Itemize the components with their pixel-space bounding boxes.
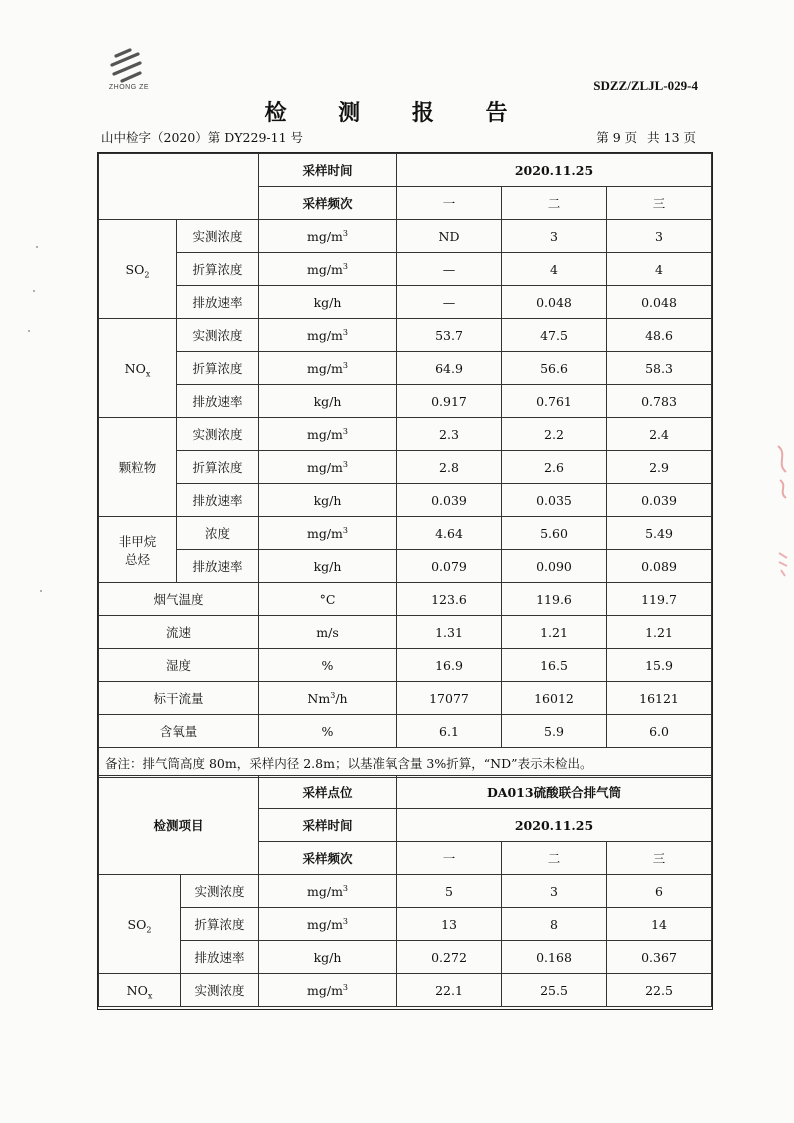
value-cell: 6.0 [607, 715, 712, 748]
value-cell: 6 [607, 875, 712, 908]
unit-cell [259, 418, 397, 451]
value-cell: 0.039 [607, 484, 712, 517]
table-row [99, 154, 712, 187]
table-row [99, 875, 712, 908]
value-cell: 2.9 [607, 451, 712, 484]
seal-mark-fragment [774, 440, 792, 500]
unit-cell [259, 649, 397, 682]
logo-mark-icon [104, 48, 150, 86]
unit-superscript: 3 [342, 525, 348, 535]
pollutant-subscript: 2 [146, 925, 152, 934]
pollutant-label: 非甲烷 [118, 533, 157, 549]
unit-superscript: 3 [342, 982, 349, 992]
blank-corner [99, 154, 259, 220]
unit-superscript: 3 [342, 228, 348, 238]
page-current: 第 9 页 [596, 130, 638, 145]
item-name: 排放速率 [177, 286, 259, 319]
value-cell: — [397, 253, 502, 286]
header-time-label: 采样时间 [259, 154, 397, 187]
value-cell: — [397, 286, 502, 319]
table-row [99, 253, 712, 286]
table-row [99, 484, 712, 517]
value-cell: 1.21 [502, 616, 607, 649]
unit-cell [259, 385, 397, 418]
value-cell: 4 [607, 253, 712, 286]
item-name: 实测浓度 [181, 875, 259, 908]
unit-cell [259, 875, 397, 908]
value-cell: 22.1 [397, 974, 502, 1007]
value-cell: 2.4 [607, 418, 712, 451]
pollutant-subscript: 2 [144, 270, 150, 279]
value-cell: 13 [397, 908, 502, 941]
unit-text: °C [319, 591, 336, 607]
unit-text: mg/m [306, 228, 343, 244]
value-cell: 0.917 [397, 385, 502, 418]
item-name: 浓度 [177, 517, 259, 550]
header-frequency-label: 采样频次 [259, 842, 397, 875]
value-cell: 16012 [502, 682, 607, 715]
value-cell: 0.168 [502, 941, 607, 974]
unit-cell [259, 941, 397, 974]
value-cell: 8 [502, 908, 607, 941]
value-cell: 56.6 [502, 352, 607, 385]
unit-cell [259, 583, 397, 616]
item-name: 实测浓度 [177, 220, 259, 253]
unit-superscript: 3 [330, 690, 336, 700]
table-row [99, 748, 712, 778]
table-row [99, 974, 712, 1007]
pollutant-name [99, 418, 177, 517]
value-cell: 64.9 [397, 352, 502, 385]
unit-cell [259, 974, 397, 1007]
unit-cell [259, 908, 397, 941]
unit-cell [259, 682, 397, 715]
unit-cell [259, 253, 397, 286]
scan-speck [33, 290, 35, 292]
pollutant-label: SO [125, 261, 145, 277]
unit-suffix: /h [335, 690, 348, 706]
frequency-3: 三 [607, 842, 712, 875]
table-note: 备注：排气筒高度 80m，采样内径 2.8m；以基准氧含量 3%折算，“ND”表示未检出。 [99, 748, 712, 778]
table-row [99, 286, 712, 319]
item-name: 折算浓度 [177, 451, 259, 484]
unit-cell [259, 616, 397, 649]
header-time-value: 2020.11.25 [397, 809, 712, 842]
unit-text: kg/h [313, 393, 342, 409]
value-cell: 5 [397, 875, 502, 908]
emission-table-1 [98, 153, 712, 778]
unit-superscript: 3 [342, 916, 349, 926]
unit-text: Nm [307, 690, 331, 706]
item-name: 折算浓度 [181, 908, 259, 941]
item-name: 排放速率 [177, 484, 259, 517]
emission-table-2 [98, 775, 712, 1007]
value-cell: 15.9 [607, 649, 712, 682]
pollutant-name [99, 319, 177, 418]
unit-text: % [321, 723, 334, 739]
item-name: 排放速率 [181, 941, 259, 974]
table-row [99, 517, 712, 550]
pollutant-name [99, 974, 181, 1007]
value-cell: 2.3 [397, 418, 502, 451]
value-cell: 16.5 [502, 649, 607, 682]
report-number: 山中检字（2020）第 DY229-11 号 [101, 130, 304, 145]
frequency-1: 一 [397, 187, 502, 220]
unit-cell [259, 286, 397, 319]
table-row [99, 319, 712, 352]
value-cell: 119.7 [607, 583, 712, 616]
value-cell: 5.9 [502, 715, 607, 748]
value-cell: 123.6 [397, 583, 502, 616]
item-name: 折算浓度 [177, 253, 259, 286]
unit-cell [259, 517, 397, 550]
unit-text: kg/h [313, 949, 342, 965]
unit-text: % [321, 657, 334, 673]
value-cell: 119.6 [502, 583, 607, 616]
table-row [99, 418, 712, 451]
unit-text: kg/h [313, 558, 342, 574]
header-point-label: 采样点位 [259, 776, 397, 809]
unit-cell [259, 451, 397, 484]
unit-cell [259, 220, 397, 253]
value-cell: 47.5 [502, 319, 607, 352]
header-time-label: 采样时间 [259, 809, 397, 842]
table-row [99, 583, 712, 616]
value-cell: 0.367 [607, 941, 712, 974]
pollutant-name [99, 220, 177, 319]
seal-mark-fragment-2 [776, 550, 790, 578]
value-cell: 1.21 [607, 616, 712, 649]
value-cell: 48.6 [607, 319, 712, 352]
unit-superscript: 3 [342, 327, 348, 337]
unit-text: mg/m [307, 916, 343, 932]
value-cell: 2.6 [502, 451, 607, 484]
value-cell: 4.64 [397, 517, 502, 550]
unit-text: mg/m [306, 426, 343, 442]
value-cell: 2.2 [502, 418, 607, 451]
document-title: 检 测 报 告 [264, 100, 530, 126]
frequency-3: 三 [607, 187, 712, 220]
value-cell: 3 [502, 875, 607, 908]
value-cell: 0.089 [607, 550, 712, 583]
table-row [99, 908, 712, 941]
value-cell: 3 [502, 220, 607, 253]
value-cell: 6.1 [397, 715, 502, 748]
value-cell: 0.761 [502, 385, 607, 418]
value-cell: 17077 [397, 682, 502, 715]
param-name: 流速 [99, 616, 259, 649]
table-row [99, 616, 712, 649]
param-name: 烟气温度 [99, 583, 259, 616]
unit-text: kg/h [313, 492, 342, 508]
unit-cell [259, 319, 397, 352]
value-cell: 16.9 [397, 649, 502, 682]
value-cell: 53.7 [397, 319, 502, 352]
item-name: 排放速率 [177, 550, 259, 583]
value-cell: 1.31 [397, 616, 502, 649]
page-total: 共 13 页 [647, 130, 696, 145]
value-cell: 5.60 [502, 517, 607, 550]
unit-text: mg/m [307, 883, 343, 899]
pollutant-label: NO [124, 360, 146, 376]
item-name: 排放速率 [177, 385, 259, 418]
frequency-1: 一 [397, 842, 502, 875]
value-cell: 22.5 [607, 974, 712, 1007]
scan-speck [40, 590, 42, 592]
param-name: 标干流量 [99, 682, 259, 715]
value-cell: 25.5 [502, 974, 607, 1007]
item-name: 折算浓度 [177, 352, 259, 385]
unit-superscript: 3 [342, 426, 348, 436]
table-row [99, 715, 712, 748]
item-name: 实测浓度 [177, 418, 259, 451]
pollutant-label: NO [126, 982, 148, 998]
measurement-table [97, 152, 713, 1010]
pollutant-label: 颗粒物 [118, 460, 157, 475]
unit-text: mg/m [306, 525, 343, 541]
table-row [99, 649, 712, 682]
unit-cell [259, 550, 397, 583]
pollutant-subscript: x [145, 369, 151, 378]
logo-text: ZHONG ZE [108, 84, 150, 91]
unit-superscript: 3 [342, 459, 348, 469]
frequency-2: 二 [502, 187, 607, 220]
value-cell: 16121 [607, 682, 712, 715]
header-frequency-label: 采样频次 [259, 187, 397, 220]
document-code: SDZZ/ZLJL-029-4 [593, 78, 698, 93]
unit-text: m/s [316, 624, 339, 640]
unit-superscript: 3 [342, 261, 348, 271]
table-row [99, 682, 712, 715]
unit-text: mg/m [306, 459, 343, 475]
scan-speck [28, 330, 30, 332]
company-logo [104, 48, 150, 100]
pollutant-name [99, 517, 177, 583]
unit-cell [259, 352, 397, 385]
unit-text: mg/m [307, 982, 343, 998]
value-cell: 3 [607, 220, 712, 253]
item-name: 实测浓度 [177, 319, 259, 352]
value-cell: ND [397, 220, 502, 253]
scan-speck [36, 246, 38, 248]
pollutant-label: SO [127, 916, 147, 932]
unit-superscript: 3 [342, 883, 349, 893]
table-row [99, 941, 712, 974]
unit-cell [259, 715, 397, 748]
table-row [99, 776, 712, 809]
table-row [99, 451, 712, 484]
pollutant-name [99, 875, 181, 974]
header-point-value: DA013硫酸联合排气筒 [397, 776, 712, 809]
value-cell: 0.048 [502, 286, 607, 319]
value-cell: 0.272 [397, 941, 502, 974]
param-name: 含氧量 [99, 715, 259, 748]
pollutant-subscript: x [147, 991, 153, 1000]
table-row [99, 385, 712, 418]
param-name: 湿度 [99, 649, 259, 682]
table-row [99, 220, 712, 253]
unit-text: mg/m [306, 261, 343, 277]
item-name: 实测浓度 [181, 974, 259, 1007]
unit-text: mg/m [306, 327, 343, 343]
detection-item-label: 检测项目 [99, 776, 259, 875]
header-time-value: 2020.11.25 [397, 154, 712, 187]
value-cell: 58.3 [607, 352, 712, 385]
page-indicator [586, 128, 696, 146]
value-cell: 0.039 [397, 484, 502, 517]
value-cell: 14 [607, 908, 712, 941]
value-cell: 5.49 [607, 517, 712, 550]
value-cell: 2.8 [397, 451, 502, 484]
value-cell: 0.079 [397, 550, 502, 583]
unit-cell [259, 484, 397, 517]
table-row [99, 352, 712, 385]
unit-text: kg/h [313, 294, 342, 310]
value-cell: 0.035 [502, 484, 607, 517]
unit-superscript: 3 [342, 360, 348, 370]
unit-text: mg/m [306, 360, 343, 376]
value-cell: 0.783 [607, 385, 712, 418]
pollutant-label-line2: 总烃 [124, 551, 150, 567]
frequency-2: 二 [502, 842, 607, 875]
value-cell: 0.048 [607, 286, 712, 319]
value-cell: 0.090 [502, 550, 607, 583]
value-cell: 4 [502, 253, 607, 286]
table-row [99, 550, 712, 583]
